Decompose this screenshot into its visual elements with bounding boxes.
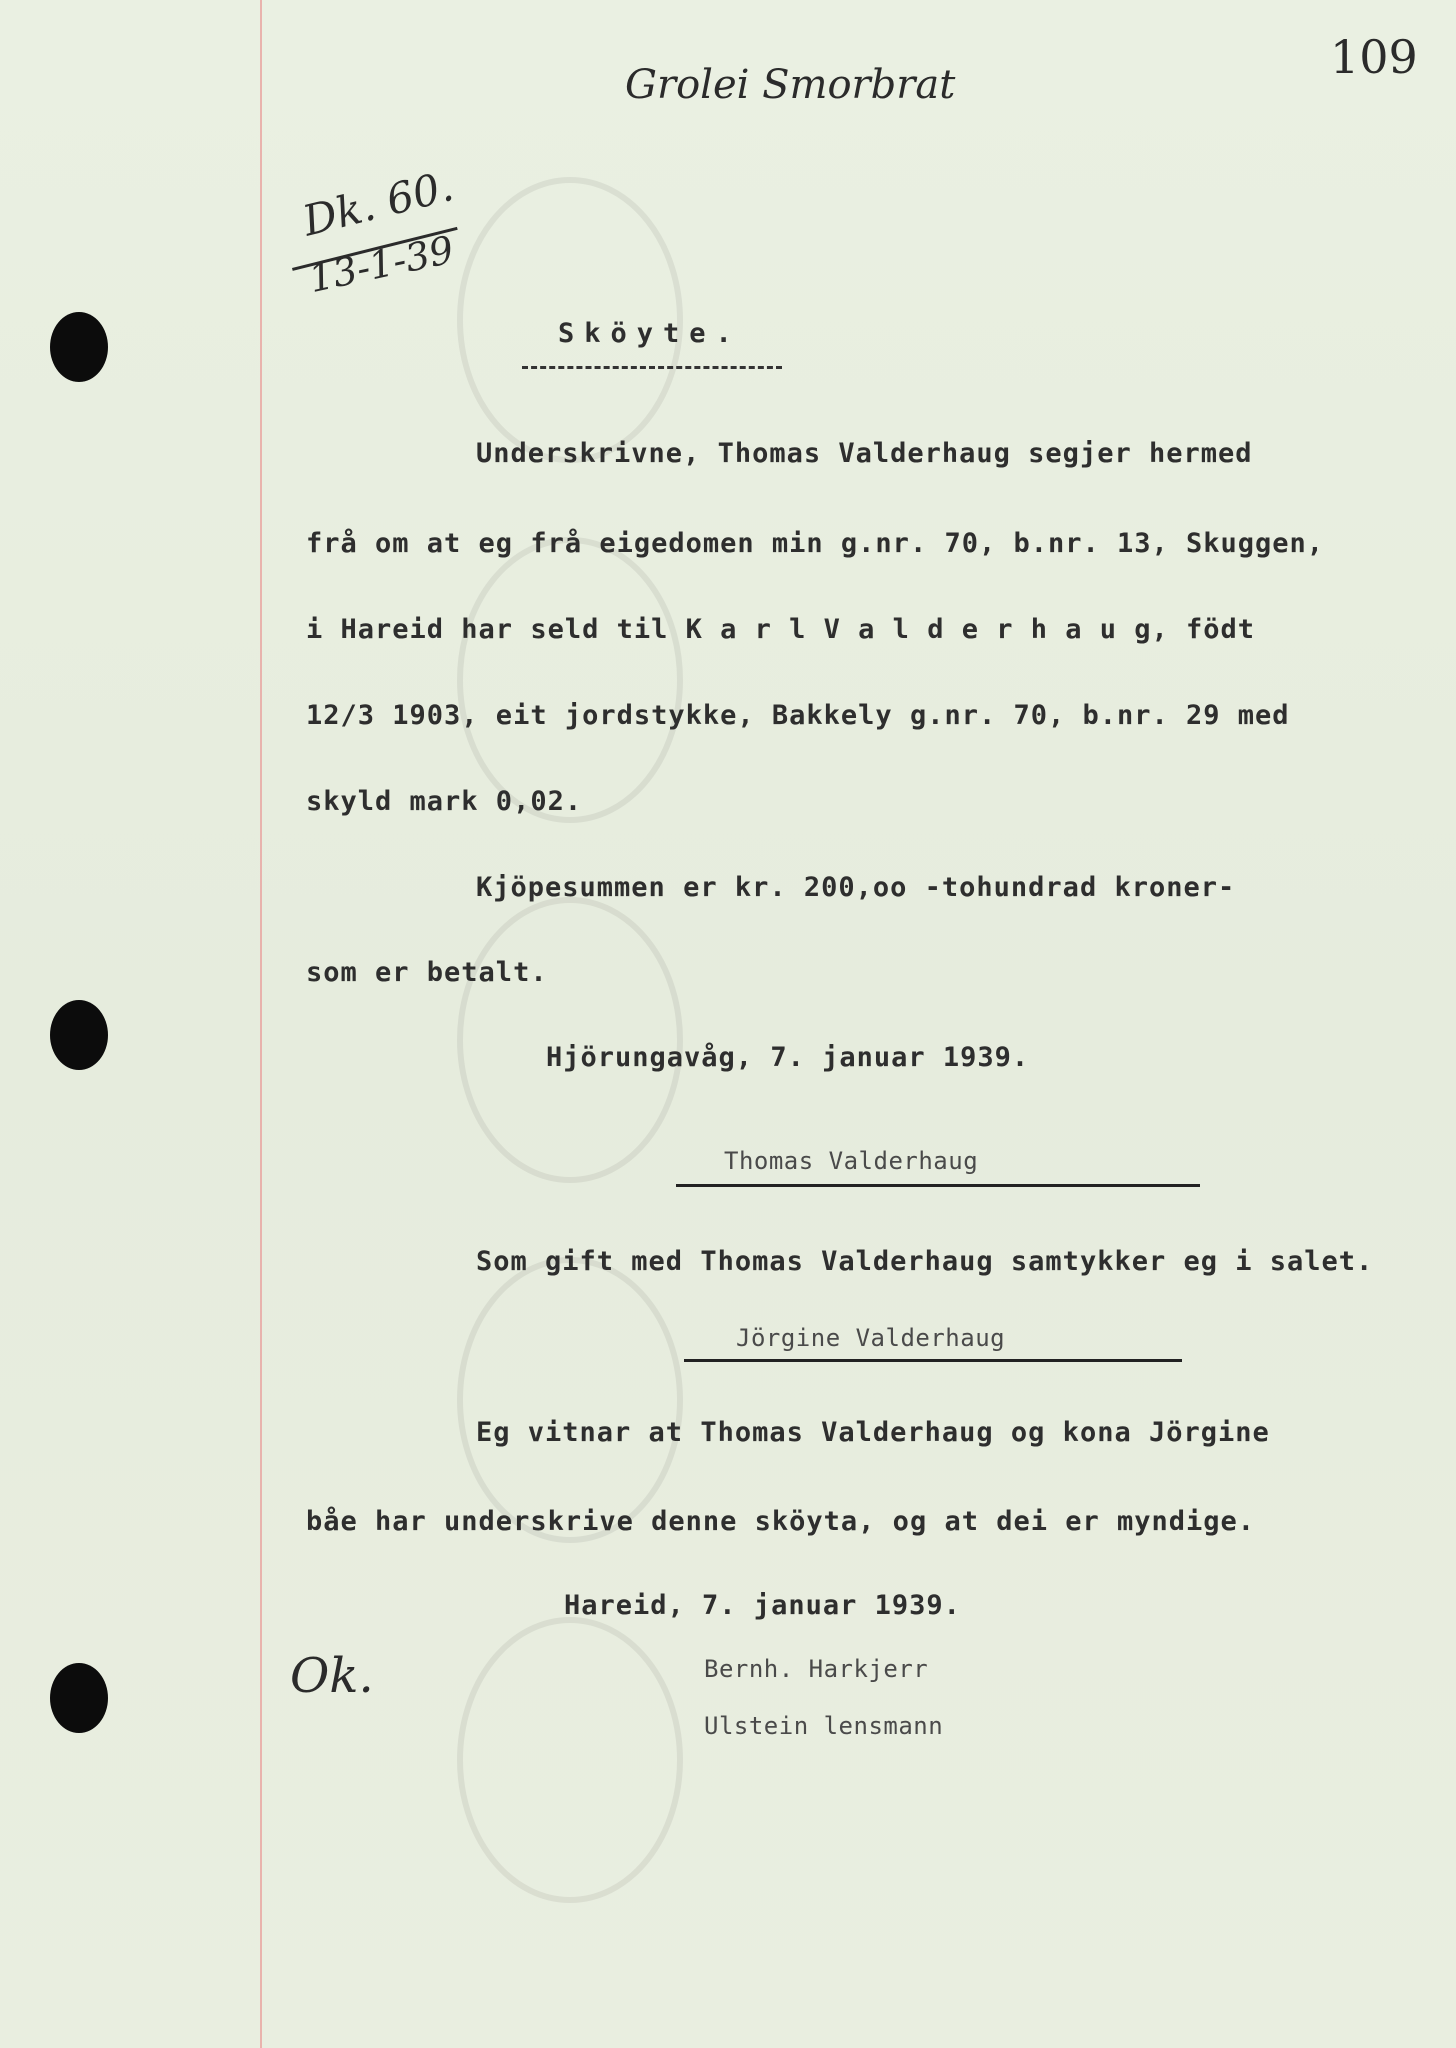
title-underline bbox=[522, 366, 782, 369]
margin-line bbox=[260, 0, 262, 2048]
punch-hole bbox=[50, 1000, 108, 1070]
witness-text-line: båe har underskrive denne sköyta, og at dei er myndige. bbox=[306, 1506, 1256, 1537]
paragraph-line: Underskrivne, Thomas Valderhaug segjer hermed bbox=[476, 438, 1253, 469]
signature-jorgine: Jörgine Valderhaug bbox=[736, 1324, 1006, 1352]
official-name: Bernh. Harkjerr bbox=[704, 1655, 929, 1683]
signature-line bbox=[676, 1184, 1200, 1187]
place-date: Hjörungavåg, 7. januar 1939. bbox=[546, 1042, 1030, 1073]
margin-initial: Ok. bbox=[290, 1648, 374, 1704]
paragraph-line: Kjöpesummen er kr. 200,oo -tohundrad kroner- bbox=[476, 872, 1236, 903]
punch-hole bbox=[50, 1663, 108, 1733]
paragraph-line: i Hareid har seld til K a r l V a l d e r h a u g, födt bbox=[306, 614, 1256, 645]
paragraph-line: som er betalt. bbox=[306, 957, 548, 988]
handwritten-note: Grolei Smorbrat bbox=[625, 62, 956, 108]
document-title: Sköyte. bbox=[558, 318, 742, 349]
place-date: Hareid, 7. januar 1939. bbox=[564, 1590, 961, 1621]
punch-hole bbox=[50, 312, 108, 382]
consent-text: Som gift med Thomas Valderhaug samtykker eg i salet. bbox=[476, 1246, 1374, 1277]
registration-mark: Dk. 60. bbox=[298, 161, 458, 246]
signature-line bbox=[684, 1359, 1182, 1362]
signature-thomas: Thomas Valderhaug bbox=[724, 1147, 979, 1175]
official-title: Ulstein lensmann bbox=[704, 1712, 944, 1740]
page-number: 109 bbox=[1330, 30, 1418, 84]
registration-date: 13-1-39 bbox=[305, 227, 458, 302]
paragraph-line: skyld mark 0,02. bbox=[306, 786, 583, 817]
paragraph-line: frå om at eg frå eigedomen min g.nr. 70, b.nr. 13, Skuggen, bbox=[306, 528, 1325, 559]
witness-text-line: Eg vitnar at Thomas Valderhaug og kona Jörgine bbox=[476, 1417, 1270, 1448]
faint-stamp-watermark bbox=[420, 120, 720, 1920]
paragraph-line: 12/3 1903, eit jordstykke, Bakkely g.nr. 70, b.nr. 29 med bbox=[306, 700, 1290, 731]
